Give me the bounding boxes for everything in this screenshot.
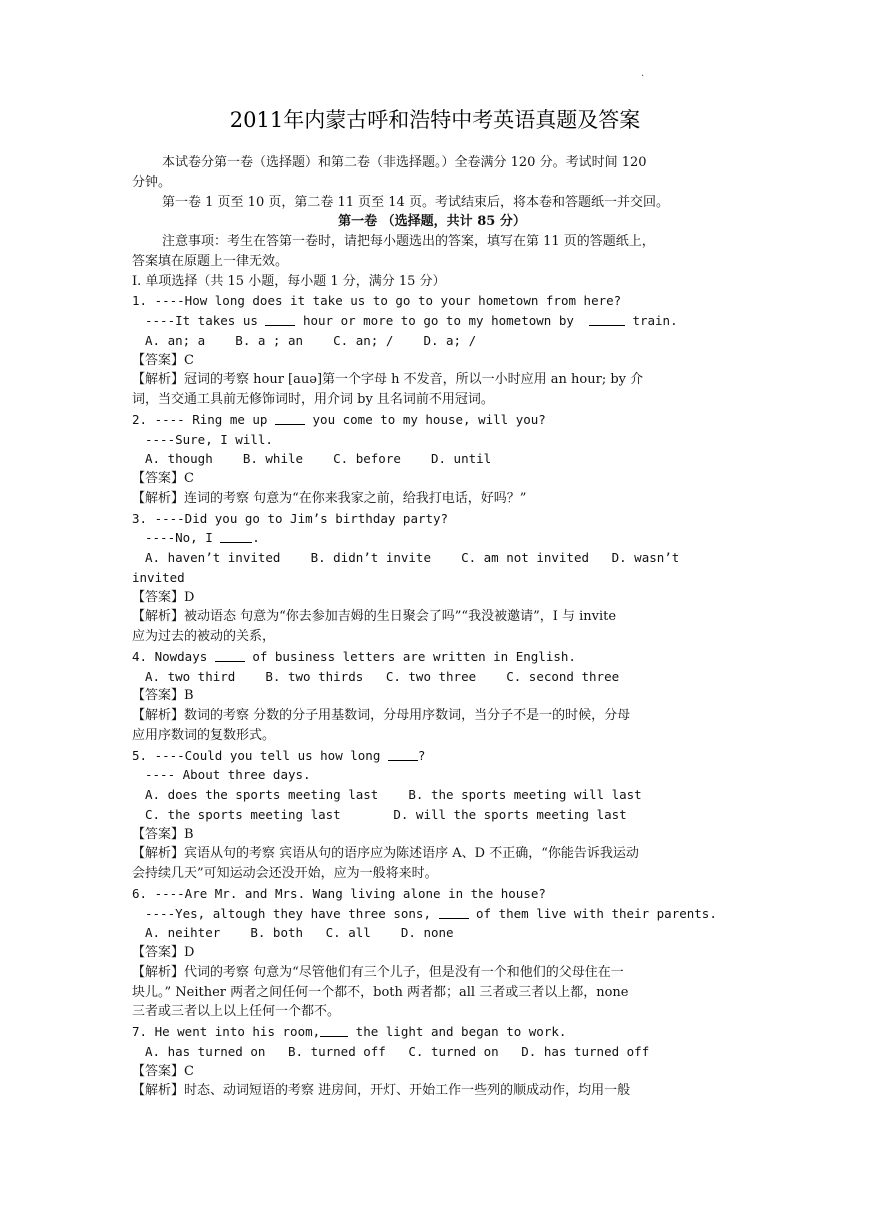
question-options: A. an; a B. a ; an C. an; / D. a; / [145, 332, 477, 348]
intro-line: 第一卷 1 页至 10 页，第二卷 11 页至 14 页。考试结束后，将本卷和答题纸一并交回。 [162, 194, 669, 210]
analysis-line: 【解析】连词的考察 句意为“在你来我家之前，给我打电话，好吗？” [132, 490, 527, 506]
text: ----Yes, altough they have three sons, [145, 905, 439, 921]
question-stem [132, 746, 732, 766]
analysis-line: 【解析】代词的考察 句意为“尽管他们有三个儿子，但是没有一个和他们的父母住在一 [132, 964, 624, 980]
question-reply [132, 528, 732, 548]
analysis-line: 【解析】数词的考察 分数的分子用基数词，分母用序数词，当分子不是一的时候，分母 [132, 708, 631, 723]
intro-line: 本试卷分第一卷（选择题）和第二卷（非选择题。）全卷满分 120 分。考试时间 120 [162, 155, 647, 170]
answer-blank [388, 748, 418, 761]
question-reply [132, 904, 732, 924]
question-options: A. though B. while C. before D. until [145, 451, 492, 467]
text: you come to my house, will you? [305, 411, 546, 427]
corner-dot: . [641, 68, 645, 79]
part-heading: I. 单项选择（共 15 小题，每小题 1 分，满分 15 分） [132, 273, 446, 289]
analysis-line: 【解析】冠词的考察 hour [auə]第一个字母 h 不发音，所以一小时应用 an hour; by 介 [132, 372, 644, 388]
text: ----No, I [145, 530, 221, 546]
question-options: A. neihter B. both C. all D. none [145, 925, 454, 941]
text: 4. Nowdays [132, 648, 215, 664]
question-reply [132, 311, 732, 331]
answer-blank [220, 530, 252, 543]
intro-line: 分钟。 [132, 174, 172, 190]
text: train. [624, 313, 678, 328]
question-options: A. has turned on B. turned off C. turned on D. has turned off [145, 1043, 650, 1059]
text: ----It takes us [145, 313, 266, 328]
answer-line: 【答案】D [132, 945, 195, 960]
answer-blank [215, 649, 245, 662]
analysis-line: 应用序数词的复数形式。 [132, 727, 276, 743]
analysis-line: 三者或三者以上以上任何一个都不。 [132, 1004, 341, 1020]
question-reply: ---- About three days. [145, 767, 311, 783]
text: 7. He went into his room, [132, 1024, 321, 1039]
analysis-line: 块儿。” Neither 两者之间任何一个都不，both 两者都；all 三者或三者以上都，none [132, 984, 629, 1000]
question-options: invited [132, 569, 185, 585]
question-options: A. does the sports meeting last B. the sports meeting will last [145, 787, 642, 802]
question-options: A. haven’t invited B. didn’t invite C. am not invited D. wasn’t [145, 550, 680, 565]
text: of them live with their parents. [468, 905, 717, 921]
question-stem: 3. ----Did you go to Jim’s birthday party? [132, 510, 449, 526]
answer-blank [320, 1024, 348, 1037]
notice-line: 答案填在原题上一律无效。 [132, 253, 289, 269]
analysis-line: 【解析】被动语态 句意为“你去参加吉姆的生日聚会了吗”“我没被邀请”，I 与 invite [132, 609, 617, 625]
document-title: 2011年内蒙古呼和浩特中考英语真题及答案 [229, 108, 641, 132]
answer-line: 【答案】B [132, 688, 194, 704]
text: 2. ---- Ring me up [132, 411, 275, 427]
text: hour or more to go to my hometown by [295, 313, 589, 328]
question-options: A. two third B. two thirds C. two three C. second three [145, 668, 620, 684]
document-body [132, 153, 732, 1101]
analysis-line: 【解析】时态、动词短语的考察 进房间，开灯、开始工作一些列的顺成动作，均用一般 [132, 1083, 631, 1099]
text: the light and began to work. [348, 1024, 567, 1039]
answer-line: 【答案】C [132, 1063, 194, 1079]
question-stem: 6. ----Are Mr. and Mrs. Wang living alone in the house? [132, 885, 546, 901]
answer-blank [589, 313, 625, 326]
question-stem [132, 647, 732, 667]
answer-blank [265, 313, 295, 326]
answer-blank [439, 906, 469, 919]
text: of business letters are written in English. [244, 648, 576, 664]
text: . [252, 530, 260, 546]
question-stem [132, 1022, 732, 1042]
question-stem [132, 410, 732, 430]
question-reply: ----Sure, I will. [145, 431, 273, 447]
question-stem: 1. ----How long does it take us to go to your hometown from here? [132, 293, 622, 309]
section-title: 第一卷 （选择题，共计 85 分） [338, 214, 526, 230]
answer-line: 【答案】C [132, 471, 194, 486]
text: 5. ----Could you tell us how long [132, 747, 388, 763]
notice-line: 注意事项：考生在答第一卷时，请把每小题选出的答案，填写在第 11 页的答题纸上， [162, 234, 655, 249]
answer-line: 【答案】D [132, 589, 195, 605]
analysis-line: 会持续几天”可知运动会还没开始，应为一般将来时。 [132, 866, 438, 881]
question-options: C. the sports meeting last D. will the sports meeting last [145, 806, 627, 822]
analysis-line: 应为过去的被动的关系， [132, 629, 276, 644]
answer-line: 【答案】C [132, 352, 194, 368]
answer-line: 【答案】B [132, 826, 194, 842]
text: ? [417, 747, 426, 763]
analysis-line: 【解析】宾语从句的考察 宾语从句的语序应为陈述语序 A、D 不正确，“你能告诉我运动 [132, 846, 639, 862]
analysis-line: 词，当交通工具前无修饰词时，用介词 by 且名词前不用冠词。 [132, 392, 494, 407]
answer-blank [275, 412, 305, 425]
